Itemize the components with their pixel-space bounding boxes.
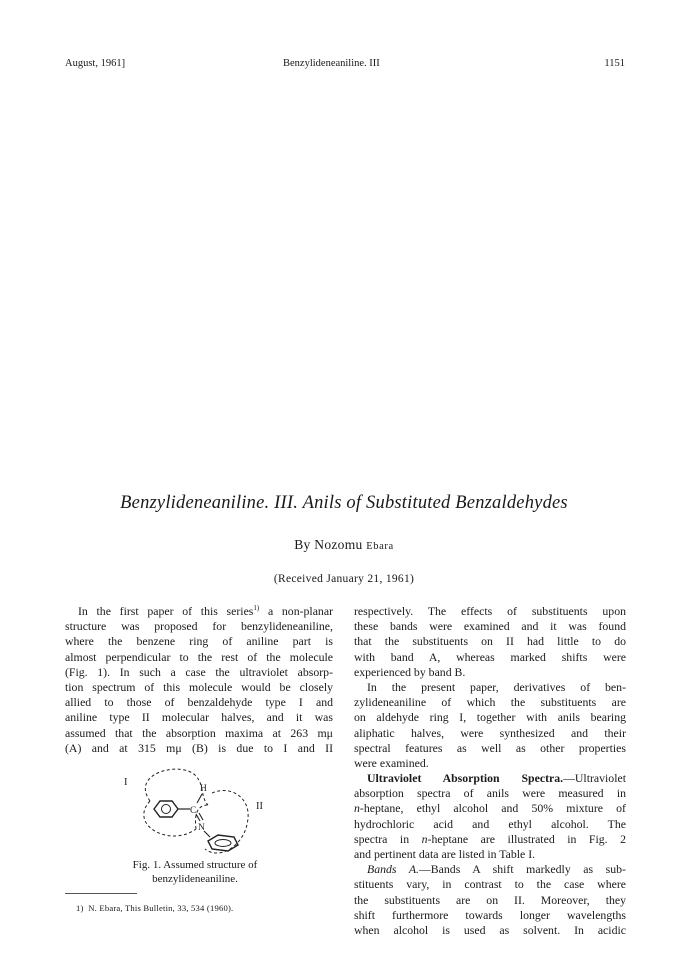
text-line: (Fig. 1). In such a case the ultraviolet absorp- — [65, 664, 333, 679]
footnote-ref: 1) — [253, 604, 260, 613]
footnote-text: N. Ebara, This Bulletin, 33, 534 (1960). — [88, 903, 234, 913]
text-line: In the present paper, derivatives of ben- — [367, 679, 626, 694]
molecule-diagram — [110, 763, 300, 868]
figure-1-structure — [110, 763, 300, 868]
text-line: structure was proposed for benzylideneaniline, — [65, 619, 333, 634]
text-line: with band A, whereas marked shifts were — [354, 649, 626, 664]
label-carbon: C — [190, 806, 197, 816]
text-line: were examined. — [354, 755, 429, 770]
text-line: respectively. The effects of substituents upon — [354, 604, 626, 618]
text-line: allied to those of benzaldehyde type I and — [65, 695, 333, 710]
text-line: almost perpendicular to the rest of the molecule — [65, 649, 333, 664]
left-column — [65, 604, 333, 756]
text-line: n-heptane, ethyl alcohol and 50% mixture of — [354, 801, 626, 816]
caption-line: benzylideneaniline. — [152, 873, 238, 885]
footnote-number: 1) — [76, 903, 84, 913]
footnote — [76, 903, 233, 913]
figure-caption — [80, 858, 310, 886]
text-line: assumed that the absorption maxima at 263 mμ — [65, 725, 333, 740]
text-line: and pertinent data are listed in Table I. — [354, 847, 536, 861]
text-line: aliphatic halves, were synthesized and their — [354, 725, 626, 740]
text-line: on aldehyde ring I, together with anils bearing — [354, 710, 626, 725]
author-line — [0, 537, 688, 553]
text-line: that the substituents on II had little to do — [354, 634, 626, 649]
text-line: zylideneaniline of which the substituents are — [354, 695, 626, 710]
text-line: hydrochloric acid and ethyl alcohol. The — [354, 816, 626, 831]
header-running-title: Benzylideneaniline. III — [283, 58, 380, 69]
label-hydrogen: H — [200, 784, 207, 794]
text-line: where the benzene ring of aniline part is — [65, 634, 333, 649]
text-line: experienced by band B. — [354, 664, 466, 679]
text-line: Bands A.—Bands A shift markedly as sub- — [367, 862, 626, 877]
text-line: shift furthermore towards longer wavelengths — [354, 907, 626, 922]
footnote-rule — [65, 893, 137, 894]
label-ring-1: I — [124, 777, 128, 788]
label-nitrogen: N — [198, 823, 205, 833]
text-line: stituents vary, in contrast to the case where — [354, 877, 626, 892]
author-surname: Ebara — [366, 541, 394, 552]
running-header — [65, 58, 625, 74]
text-line: tion spectrum of this molecule would be closely — [65, 679, 333, 694]
text-line: (A) and at 315 mμ (B) is due to I and II — [65, 740, 333, 755]
text-line: aniline type II molecular halves, and it was — [65, 710, 333, 725]
text-line: In the first paper of this series$^{1)}$ a non-planar — [78, 604, 333, 618]
text-line: these bands were examined and it was found — [354, 619, 626, 634]
label-ring-2: II — [256, 801, 263, 812]
text-line: when alcohol is used as solvent. In acidic — [354, 922, 626, 937]
caption-line: Fig. 1. Assumed structure of — [132, 859, 258, 871]
text-line: spectral features as well as other properties — [354, 740, 626, 755]
author-prefix: By Nozomu — [294, 537, 367, 552]
right-column — [354, 604, 626, 938]
header-page-number: 1151 — [604, 58, 625, 69]
section-heading: Ultraviolet Absorption Spectra. — [367, 771, 564, 786]
text-line: the substituents are on II. Moreover, they — [354, 892, 626, 907]
text-line: spectra in n-heptane are illustrated in Fig. 2 — [354, 831, 626, 846]
text-line: absorption spectra of anils were measured in — [354, 786, 626, 801]
subsection-heading: Bands A. — [367, 862, 419, 877]
article-title: Benzylideneaniline. III. Anils of Substituted Benzaldehydes — [120, 493, 568, 513]
received-date: (Received January 21, 1961) — [273, 573, 415, 585]
text-line: Ultraviolet Absorption Spectra.—Ultraviolet — [367, 771, 626, 786]
header-date: August, 1961] — [65, 58, 126, 69]
